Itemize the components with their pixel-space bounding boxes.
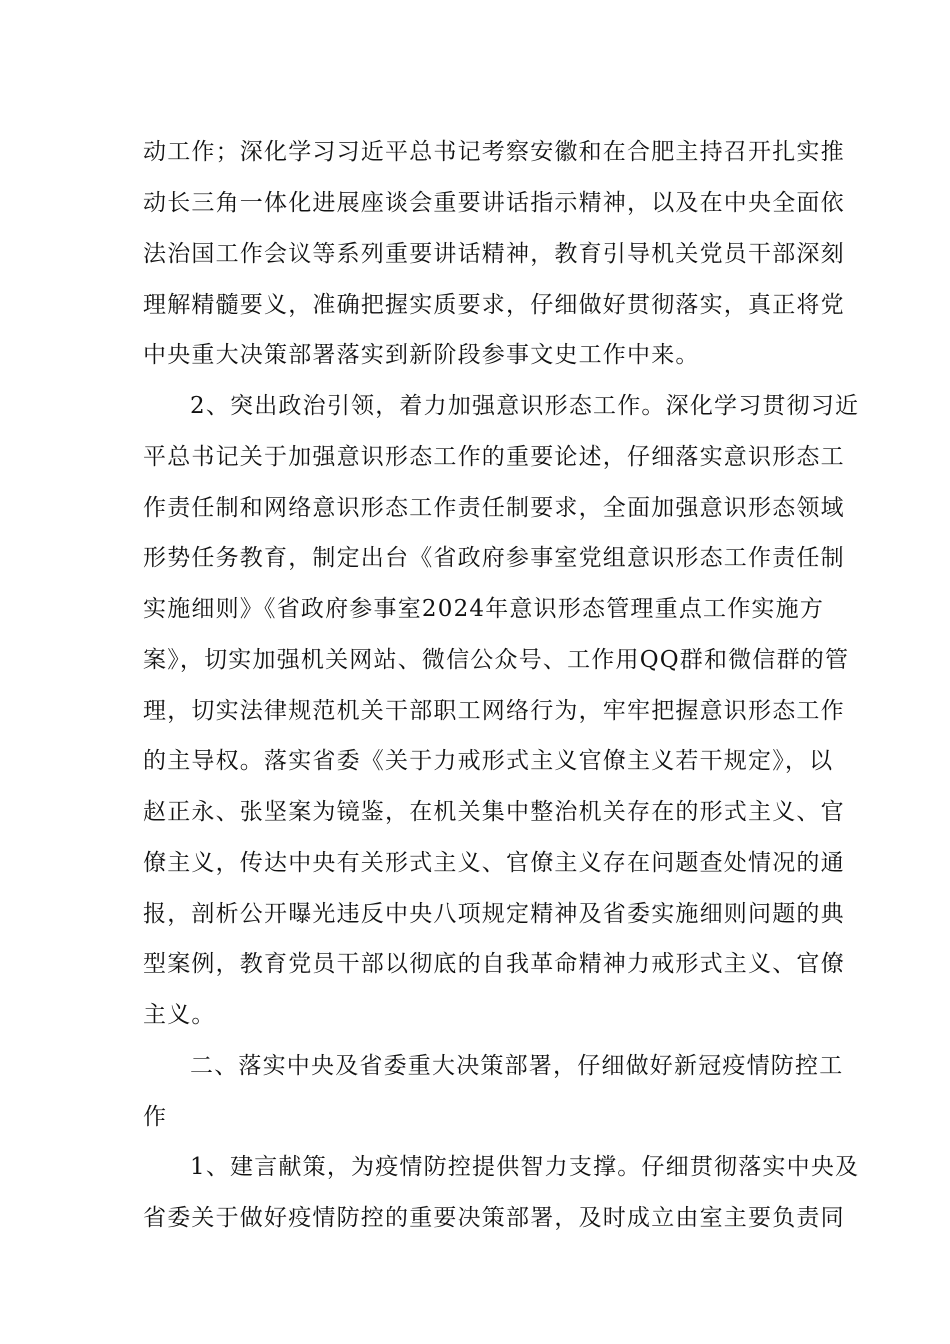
text-line: 省委关于做好疫情防控的重要决策部署，及时成立由室主要负责同 <box>143 1205 845 1231</box>
paragraph-start-line: 2、突出政治引领，着力加强意识形态工作。深化学习贯彻习近 <box>190 393 860 419</box>
text-line: 报，剖析公开曝光违反中央八项规定精神及省委实施细则问题的典 <box>143 901 845 927</box>
text-line: 主义。 <box>143 1002 216 1028</box>
text-line: 作责任制和网络意识形态工作责任制要求，全面加强意识形态领域 <box>143 495 845 521</box>
text-line: 理，切实法律规范机关干部职工网络行为，牢牢把握意识形态工作 <box>143 698 845 724</box>
text-line: 法治国工作会议等系列重要讲话精神，教育引导机关党员干部深刻 <box>143 241 845 267</box>
text-line: 案》，切实加强机关网站、微信公众号、工作用QQ群和微信群的管 <box>143 647 850 673</box>
paragraph-start-line: 1、建言献策，为疫情防控提供智力支撑。仔细贯彻落实中央及 <box>190 1154 860 1180</box>
text-line: 动工作；深化学习习近平总书记考察安徽和在合肥主持召开扎实推 <box>143 139 845 165</box>
text-line: 僚主义，传达中央有关形式主义、官僚主义存在问题查处情况的通 <box>143 850 845 876</box>
text-line: 理解精髓要义，准确把握实质要求，仔细做好贯彻落实，真正将党 <box>143 292 845 318</box>
text-line: 形势任务教育，制定出台《省政府参事室党组意识形态工作责任制 <box>143 545 845 571</box>
section-heading-continuation: 作 <box>143 1104 168 1130</box>
text-line: 的主导权。落实省委《关于力戒形式主义官僚主义若干规定》，以 <box>143 748 834 774</box>
section-heading-line: 二、落实中央及省委重大决策部署，仔细做好新冠疫情防控工 <box>190 1053 844 1079</box>
text-line: 中央重大决策部署落实到新阶段参事文史工作中来。 <box>143 342 700 368</box>
text-line: 实施细则》《省政府参事室2024年意识形态管理重点工作实施方 <box>143 596 825 622</box>
text-line: 平总书记关于加强意识形态工作的重要论述，仔细落实意识形态工 <box>143 444 845 470</box>
text-line: 赵正永、张坚案为镜鉴，在机关集中整治机关存在的形式主义、官 <box>143 799 845 825</box>
text-line: 型案例，教育党员干部以彻底的自我革命精神力戒形式主义、官僚 <box>143 951 845 977</box>
text-line: 动长三角一体化进展座谈会重要讲话指示精神，以及在中央全面依 <box>143 190 845 216</box>
